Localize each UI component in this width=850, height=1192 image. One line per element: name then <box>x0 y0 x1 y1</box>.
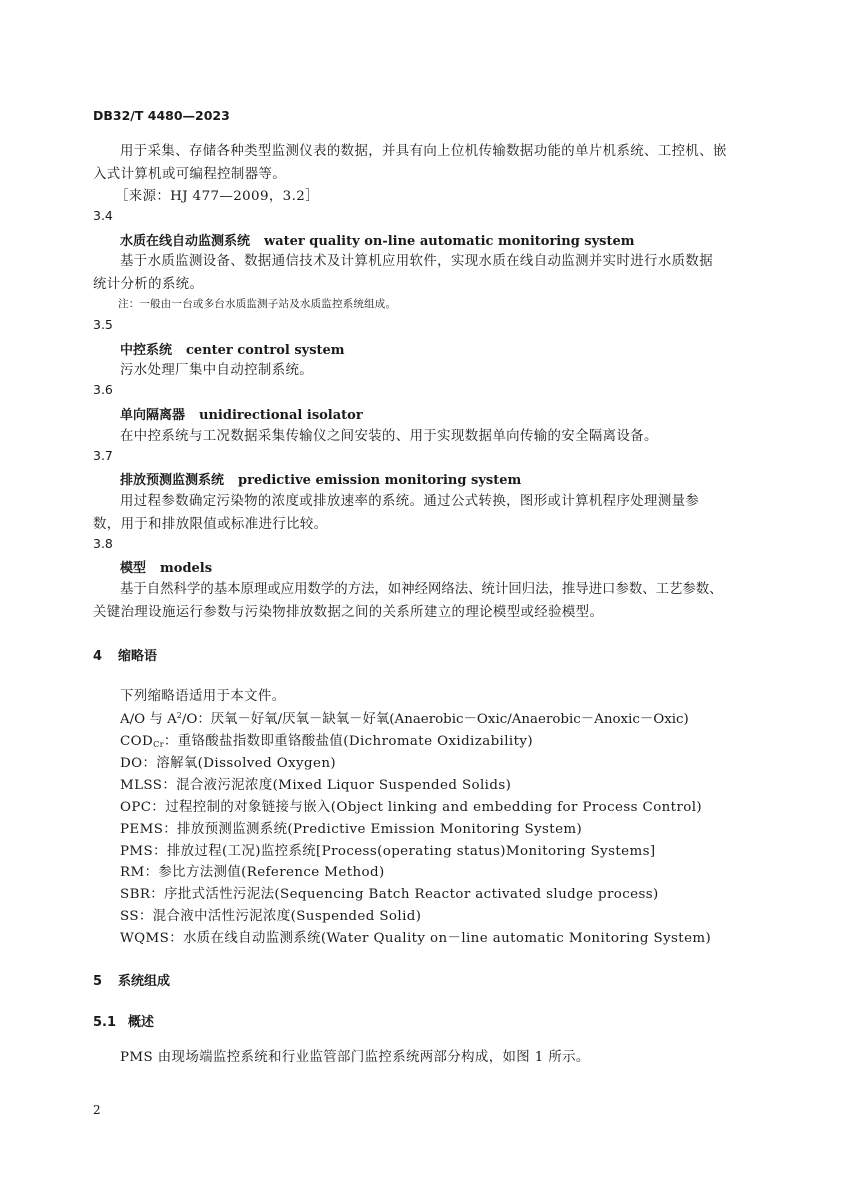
document-id: DB32/T 4480—2023 <box>93 108 230 123</box>
term-zh: 排放预测监测系统 <box>120 473 225 488</box>
paragraph-line: 用于采集、存储各种类型监测仪表的数据，并具有向上位机传输数据功能的单片机系统、工控机、嵌 <box>120 144 727 159</box>
abbreviation-item: DO：溶解氧(Dissolved Oxygen) <box>120 756 336 771</box>
subsection-title: 概述 <box>128 1015 155 1030</box>
abbreviation-item: PMS：排放过程(工况)监控系统[Process(operating status)Monitoring Systems] <box>120 844 656 859</box>
term-en: water quality on-line automatic monitoring system <box>264 234 635 249</box>
abbreviation-item: SS：混合液中活性污泥浓度(Suspended Solid) <box>120 909 422 924</box>
term-definition: 统计分析的系统。 <box>93 277 204 292</box>
term-heading <box>120 339 345 358</box>
term-number: 3.6 <box>93 382 113 397</box>
term-zh: 中控系统 <box>120 343 173 358</box>
term-definition: 在中控系统与工况数据采集传输仪之间安装的、用于实现数据单向传输的安全隔离设备。 <box>120 429 658 444</box>
abbreviation-item: MLSS：混合液污泥浓度(Mixed Liquor Suspended Solids) <box>120 778 512 793</box>
term-zh: 模型 <box>120 561 147 576</box>
term-note: 注：一般由一台或多台水质监测子站及水质监控系统组成。 <box>118 298 397 310</box>
abbr-text: COD <box>120 734 154 749</box>
term-heading <box>120 469 521 488</box>
abbr-text: ：重铬酸盐指数即重铬酸盐值(Dichromate Oxidizability) <box>163 734 533 749</box>
abbreviation-item: RM：参比方法测值(Reference Method) <box>120 865 385 880</box>
abbreviation-item <box>120 708 689 727</box>
section-number: 4 <box>93 649 103 664</box>
term-zh: 水质在线自动监测系统 <box>120 234 251 249</box>
term-definition: 污水处理厂集中自动控制系统。 <box>120 363 314 378</box>
section-number: 5 <box>93 974 103 989</box>
term-en: unidirectional isolator <box>199 408 363 423</box>
abbreviation-item: PEMS：排放预测监测系统(Predictive Emission Monitoring System) <box>120 822 583 837</box>
section-heading <box>93 970 170 989</box>
term-zh: 单向隔离器 <box>120 408 186 423</box>
section-title: 系统组成 <box>118 974 171 989</box>
term-definition: 关键治理设施运行参数与污染物排放数据之间的关系所建立的理论模型或经验模型。 <box>93 605 604 620</box>
term-en: center control system <box>186 343 345 358</box>
abbreviation-item: OPC：过程控制的对象链接与嵌入(Object linking and embedding for Process Control) <box>120 800 703 815</box>
abbreviation-item: WQMS：水质在线自动监测系统(Water Quality on－line automatic Monitoring System) <box>120 931 712 946</box>
term-definition: 基于水质监测设备、数据通信技术及计算机应用软件，实现水质在线自动监测并实时进行水质数据 <box>120 254 713 269</box>
subsection-number: 5.1 <box>93 1015 117 1030</box>
term-number: 3.5 <box>93 317 113 332</box>
abbreviation-item <box>120 730 533 749</box>
paragraph: PMS 由现场端监控系统和行业监管部门监控系统两部分构成，如图 1 所示。 <box>120 1050 590 1065</box>
abbr-text: /O：厌氧－好氧/厌氧－缺氧－好氧(Anaerobic－Oxic/Anaerobic－Anoxic－Oxic) <box>181 712 689 727</box>
abbreviation-item: SBR：序批式活性污泥法(Sequencing Batch Reactor activated sludge process) <box>120 887 659 902</box>
term-definition: 用过程参数确定污染物的浓度或排放速率的系统。通过公式转换，图形或计算机程序处理测量参 <box>120 494 700 509</box>
paragraph-line: 入式计算机或可编程控制器等。 <box>93 167 287 182</box>
term-en: models <box>160 561 213 576</box>
term-heading <box>120 557 212 576</box>
section-title: 缩略语 <box>118 649 158 664</box>
abbr-text: A/O 与 A <box>120 712 177 727</box>
term-definition: 数，用于和排放限值或标准进行比较。 <box>93 517 328 532</box>
subscript: Cr <box>153 740 164 749</box>
page-number: 2 <box>93 1103 101 1117</box>
term-number: 3.4 <box>93 208 113 223</box>
superscript: 2 <box>176 711 182 720</box>
section-heading <box>93 645 157 664</box>
term-number: 3.8 <box>93 536 113 551</box>
term-heading <box>120 404 363 423</box>
section-intro: 下列缩略语适用于本文件。 <box>120 689 286 704</box>
term-en: predictive emission monitoring system <box>238 473 522 488</box>
term-number: 3.7 <box>93 448 113 463</box>
term-definition: 基于自然科学的基本原理或应用数学的方法，如神经网络法、统计回归法，推导进口参数、工艺参数、 <box>120 582 723 597</box>
source-citation: ［来源：HJ 477—2009，3.2］ <box>115 189 319 204</box>
subsection-heading <box>93 1011 154 1030</box>
term-heading <box>120 230 635 249</box>
